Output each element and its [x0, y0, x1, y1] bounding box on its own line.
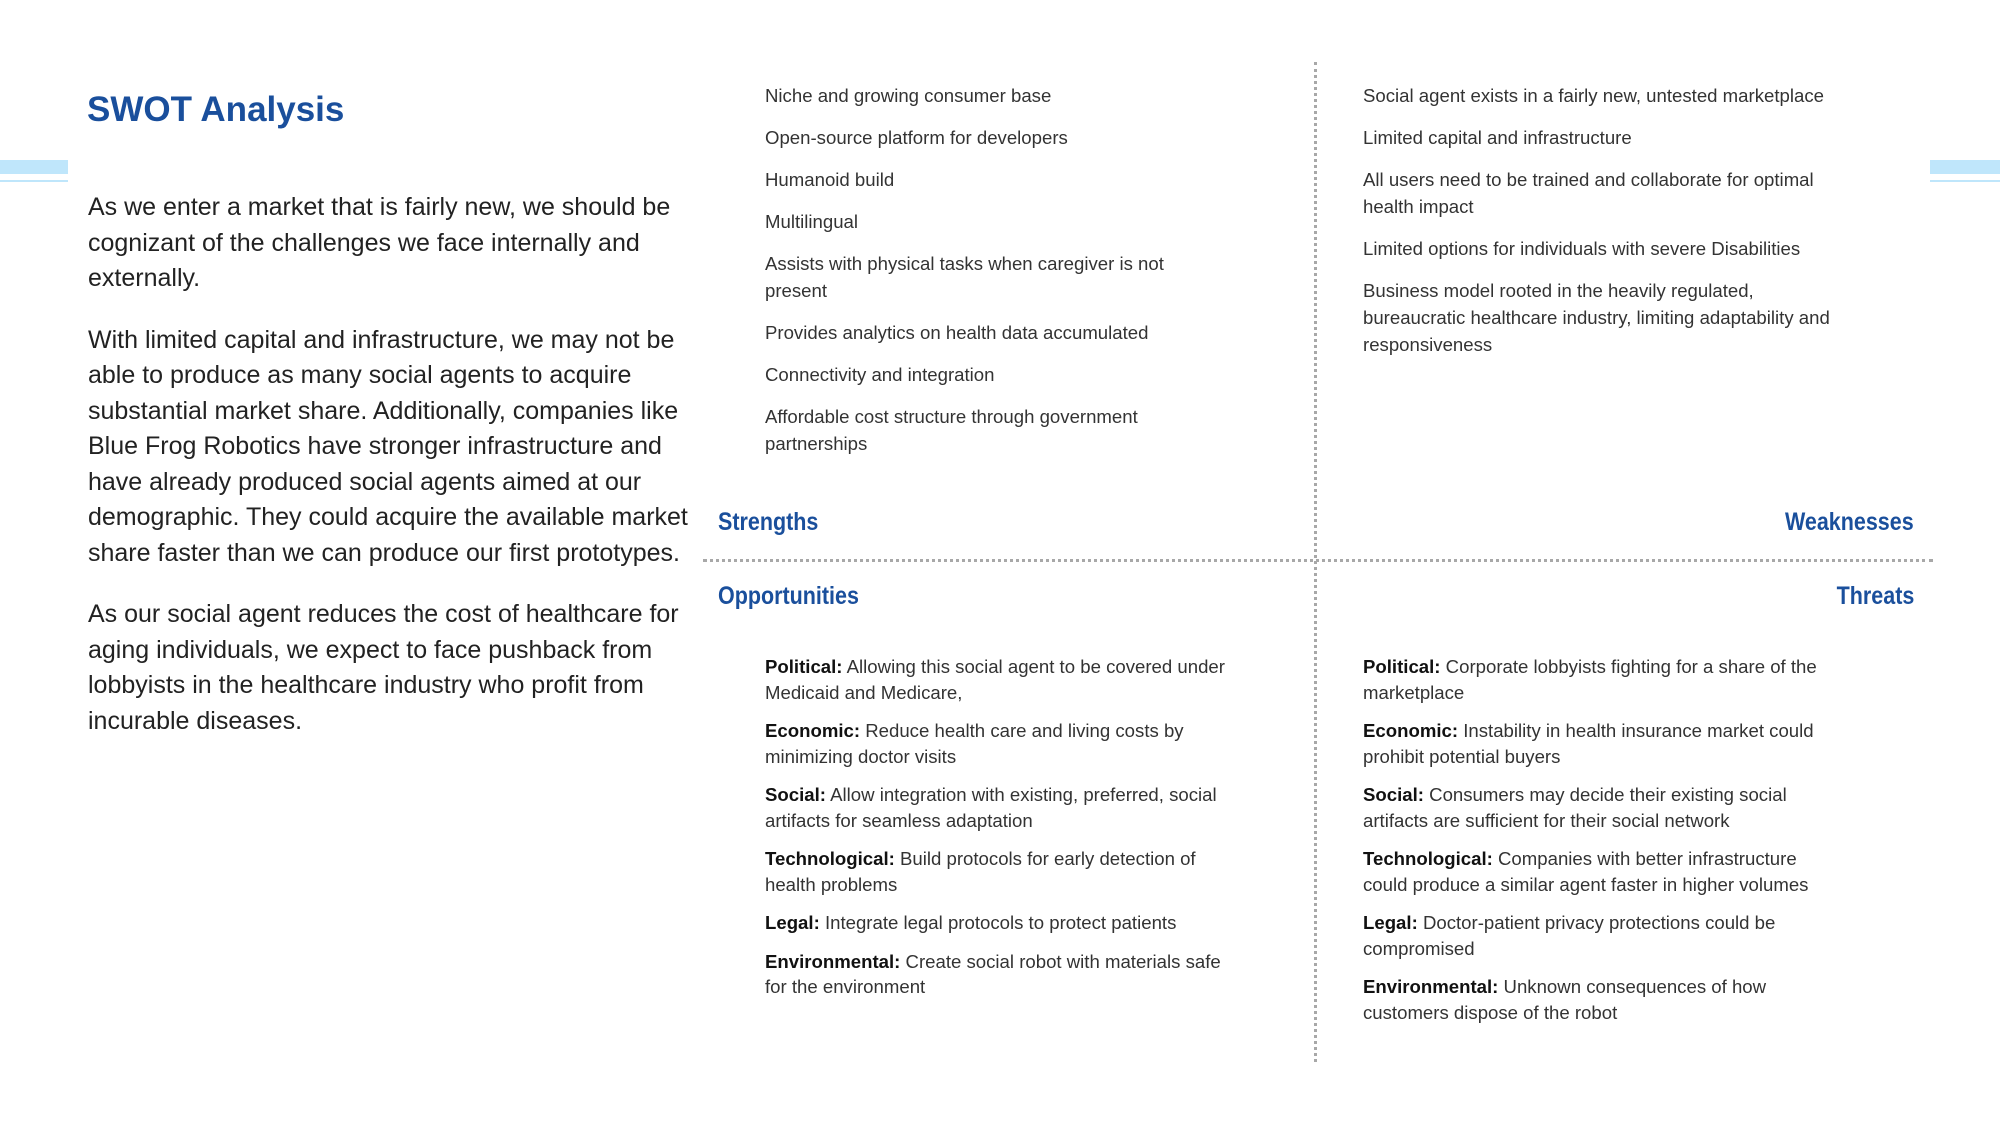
- pest-text: Reduce health care and living costs by minimizing doctor visits: [765, 720, 1184, 767]
- threat-item: [1363, 718, 1843, 769]
- pest-label: Technological:: [765, 848, 895, 869]
- pest-label: Social:: [1363, 784, 1424, 805]
- opportunities-heading: Opportunities: [718, 582, 859, 610]
- intro-paragraph: As our social agent reduces the cost of healthcare for aging individuals, we expect to face pushback from lobbyists in the healthcare industry who profit from incurable diseases.: [88, 600, 679, 735]
- pest-text: Companies with better infrastructure could produce a similar agent faster in higher volumes: [1363, 848, 1809, 895]
- threat-item: [1363, 974, 1843, 1025]
- strength-item: Humanoid build: [765, 169, 895, 190]
- pest-label: Legal:: [1363, 912, 1418, 933]
- pest-text: Create social robot with materials safe for the environment: [765, 950, 1221, 997]
- pest-label: Technological:: [1363, 848, 1493, 869]
- pest-label: Political:: [765, 656, 843, 677]
- accent-bar-left-thin: [0, 180, 68, 182]
- pest-text: Allow integration with existing, preferred, social artifacts for seamless adaptation: [765, 784, 1217, 831]
- weakness-item: Limited capital and infrastructure: [1363, 127, 1632, 148]
- quadrant-divider-vertical: [1314, 62, 1317, 1062]
- opportunity-item: [765, 949, 1235, 1000]
- threat-item: [1363, 846, 1843, 897]
- weakness-item: Social agent exists in a fairly new, untested marketplace: [1363, 85, 1824, 106]
- pest-text: Build protocols for early detection of health problems: [765, 848, 1196, 895]
- intro-text: [88, 190, 688, 765]
- pest-text: Instability in health insurance market could prohibit potential buyers: [1363, 720, 1814, 767]
- pest-text: Allowing this social agent to be covered under Medicaid and Medicare,: [765, 656, 1225, 703]
- threat-item: [1363, 782, 1843, 833]
- pest-label: Environmental:: [1363, 976, 1499, 997]
- pest-text: Consumers may decide their existing social artifacts are sufficient for their social network: [1363, 784, 1787, 831]
- weakness-item: All users need to be trained and collaborate for optimal health impact: [1363, 169, 1814, 217]
- strengths-list: [765, 82, 1225, 472]
- weaknesses-heading: Weaknesses: [1785, 508, 1914, 536]
- pest-label: Economic:: [1363, 720, 1459, 741]
- strength-item: Niche and growing consumer base: [765, 85, 1052, 106]
- threats-list: [1363, 654, 1843, 1038]
- opportunity-item: [765, 910, 1235, 936]
- intro-paragraph: With limited capital and infrastructure, we may not be able to produce as many social agents to acquire substantial market share. Additionally, companies like Blue Frog Robotics have stronger infrastructure and have already produced social agents aimed at our demographic. They could acquire the available market share faster than we can produce our first prototypes.: [88, 325, 688, 567]
- pest-label: Political:: [1363, 656, 1441, 677]
- strength-item: Open-source platform for developers: [765, 127, 1068, 148]
- opportunity-item: [765, 782, 1235, 833]
- accent-bar-left: [0, 160, 68, 184]
- weaknesses-list: [1363, 82, 1833, 373]
- strength-item: Affordable cost structure through government partnerships: [765, 406, 1138, 454]
- weakness-item: Business model rooted in the heavily regulated, bureaucratic healthcare industry, limiting adaptability and responsiveness: [1363, 280, 1830, 355]
- strength-item: Provides analytics on health data accumulated: [765, 322, 1149, 343]
- pest-text: Integrate legal protocols to protect patients: [824, 912, 1177, 933]
- opportunity-item: [765, 654, 1235, 705]
- threats-heading: Threats: [1836, 582, 1914, 610]
- weakness-item: Limited options for individuals with severe Disabilities: [1363, 238, 1801, 259]
- accent-bar-right-thin: [1930, 180, 2000, 182]
- accent-bar-right: [1930, 160, 2000, 184]
- pest-label: Economic:: [765, 720, 861, 741]
- strengths-heading: Strengths: [718, 508, 819, 536]
- strength-item: Connectivity and integration: [765, 364, 995, 385]
- pest-label: Social:: [765, 784, 826, 805]
- pest-label: Legal:: [765, 912, 820, 933]
- strength-item: Multilingual: [765, 211, 859, 232]
- quadrant-divider-horizontal: [703, 559, 1933, 562]
- opportunity-item: [765, 846, 1235, 897]
- slide-title: SWOT Analysis: [87, 90, 345, 129]
- threat-item: [1363, 654, 1843, 705]
- intro-paragraph: As we enter a market that is fairly new, we should be cognizant of the challenges we face internally and externally.: [88, 193, 671, 292]
- pest-text: Unknown consequences of how customers dispose of the robot: [1363, 976, 1767, 1023]
- strength-item: Assists with physical tasks when caregiver is not present: [765, 253, 1164, 301]
- opportunities-list: [765, 654, 1235, 1013]
- pest-label: Environmental:: [765, 950, 901, 972]
- pest-text: Corporate lobbyists fighting for a share of the marketplace: [1363, 656, 1817, 703]
- threat-item: [1363, 910, 1843, 961]
- accent-bar-left-thick: [0, 160, 68, 174]
- opportunity-item: [765, 718, 1235, 769]
- accent-bar-right-thick: [1930, 160, 2000, 174]
- pest-text: Doctor-patient privacy protections could be compromised: [1363, 912, 1776, 959]
